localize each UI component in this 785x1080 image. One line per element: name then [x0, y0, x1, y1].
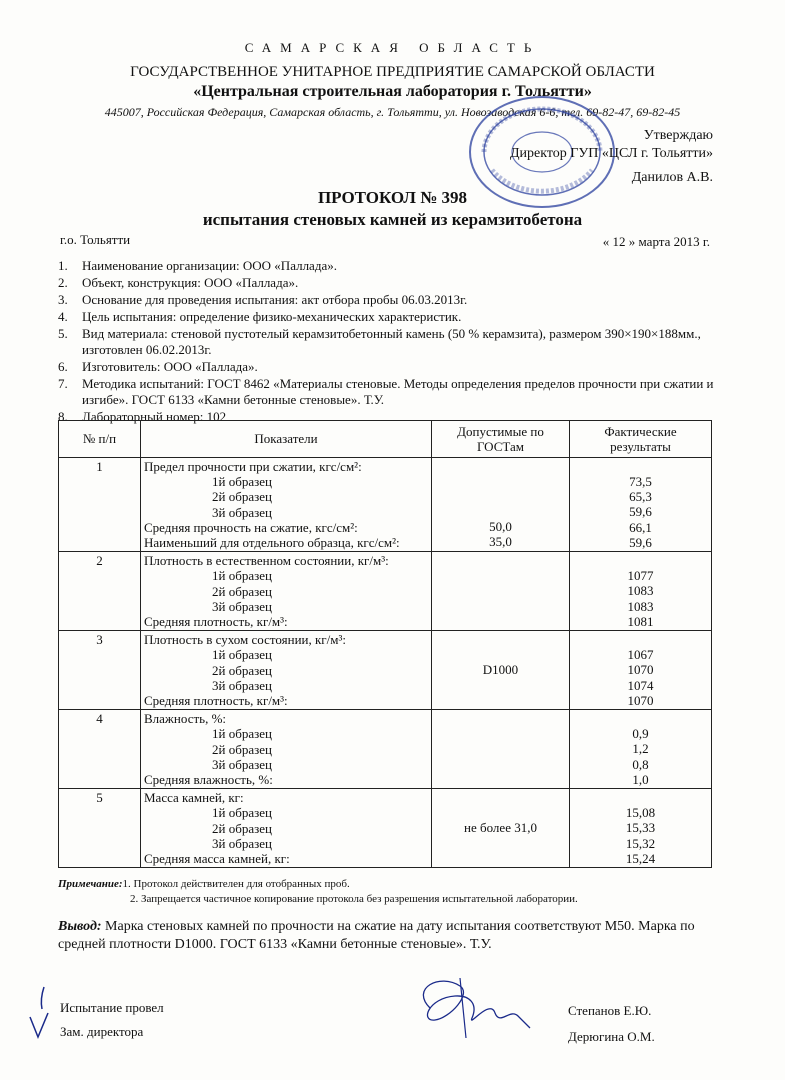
tested-by-label: Испытание провел — [60, 1000, 164, 1015]
result-value: 65,3 — [629, 489, 652, 505]
result-value: 73,5 — [629, 474, 652, 489]
indicator-cell — [141, 458, 432, 552]
organization-line-1: ГОСУДАРСТВЕННОЕ УНИТАРНОЕ ПРЕДПРИЯТИЕ САМАРСКОЙ ОБЛАСТИ — [130, 64, 655, 80]
allowed-average: 50,0 — [489, 519, 512, 534]
table-row — [59, 710, 712, 789]
conclusion — [58, 918, 728, 954]
note-line-2: 2. Запрещается частичное копирование протокола без разрешения испытательной лаборатории. — [130, 893, 578, 905]
item-text: Вид материала: стеновой пустотелый керамзитобетонный камень (50 % керамзита), размером 390×190×188мм., изготовлен 06.02.2013г. — [82, 326, 701, 357]
sample-label: 3й образец — [212, 677, 272, 693]
minimum-label: Наименьший для отдельного образца, кгс/см²: — [144, 535, 400, 551]
conclusion-label: Вывод: — [58, 919, 102, 934]
item-text: Изготовитель: ООО «Паллада». — [82, 359, 258, 374]
indicator-title: Плотность в естественном состоянии, кг/м³: — [144, 553, 389, 569]
average-label: Средняя масса камней, кг: — [144, 851, 290, 867]
result-average: 1070 — [627, 692, 654, 708]
list-item — [58, 359, 718, 375]
allowed-minimum: 35,0 — [489, 534, 512, 550]
protocol-items — [58, 258, 718, 426]
approve-label: Утверждаю — [643, 128, 713, 143]
indicator-title: Влажность, %: — [144, 711, 227, 727]
sample-label: 2й образец — [212, 489, 272, 505]
row-num: 5 — [59, 789, 141, 868]
approver-position: Директор ГУП «ЦСЛ г. Тольятти» — [509, 146, 713, 161]
sample-label: 2й образец — [212, 820, 272, 836]
deputy-label: Зам. директора — [60, 1024, 144, 1039]
allowed-cell — [432, 458, 570, 552]
allowed-cell — [432, 710, 570, 789]
item-number: 8. — [58, 409, 68, 424]
actual-cell — [570, 789, 712, 868]
result-value: 15,32 — [625, 835, 656, 851]
sample-label: 1й образец — [212, 568, 272, 584]
result-average: 1,0 — [632, 771, 649, 787]
header-allowed: Допустимые по ГОСТам — [432, 421, 570, 458]
list-item — [58, 326, 718, 358]
item-number: 6. — [58, 359, 68, 374]
indicator-cell — [141, 789, 432, 868]
sample-label: 1й образец — [212, 647, 272, 663]
results-table — [58, 420, 712, 868]
handwritten-signature — [400, 968, 540, 1043]
indicator-cell — [141, 552, 432, 631]
list-item — [58, 376, 718, 408]
sample-label: 1й образец — [212, 474, 272, 490]
result-minimum: 59,6 — [629, 534, 652, 550]
sample-label: 3й образец — [212, 504, 272, 520]
indicator-title: Масса камней, кг: — [144, 790, 244, 806]
sample-label: 1й образец — [212, 726, 272, 742]
average-label: Средняя плотность, кг/м³: — [144, 614, 288, 630]
note-label: Примечание: — [58, 878, 123, 890]
item-text: Объект, конструкция: ООО «Паллада». — [82, 275, 299, 290]
note-text: 1. Протокол действителен для отобранных проб. — [122, 878, 350, 890]
item-number: 2. — [58, 275, 68, 290]
protocol-title: ПРОТОКОЛ № 398 — [317, 188, 468, 207]
result-value: 1074 — [627, 677, 654, 693]
table-row — [59, 552, 712, 631]
item-number: 7. — [58, 376, 68, 391]
sample-label: 2й образец — [212, 662, 272, 678]
header-num: № п/п — [59, 421, 141, 458]
result-value: 59,6 — [629, 504, 652, 520]
allowed-cell — [432, 552, 570, 631]
row-num: 3 — [59, 631, 141, 710]
protocol-date: « 12 » марта 2013 г. — [602, 234, 710, 249]
indicator-title: Плотность в сухом состоянии, кг/м³: — [144, 632, 346, 648]
conclusion-text: Марка стеновых камней по прочности на сжатие на дату испытания соответствуют М50. Марка по средней плотности D1000. ГОСТ 6133 «Камни бетонные стеновые». Т.У. — [58, 919, 695, 952]
table-row — [59, 789, 712, 868]
result-average: 66,1 — [629, 519, 652, 535]
allowed-value: не более 31,0 — [464, 820, 537, 836]
note-line-1 — [58, 878, 350, 890]
item-number: 3. — [58, 292, 68, 307]
actual-cell — [570, 631, 712, 710]
actual-cell — [570, 552, 712, 631]
actual-cell — [570, 710, 712, 789]
item-text: Наименование организации: ООО «Паллада». — [82, 258, 337, 273]
item-number: 4. — [58, 309, 68, 324]
protocol-subtitle: испытания стеновых камней из керамзитобетона — [202, 210, 583, 229]
result-value: 1,2 — [632, 741, 649, 757]
list-item — [58, 309, 718, 325]
sample-label: 2й образец — [212, 741, 272, 757]
result-value: 1077 — [627, 568, 654, 584]
indicator-title: Предел прочности при сжатии, кгс/см²: — [144, 459, 362, 474]
item-text: Методика испытаний: ГОСТ 8462 «Материалы стеновые. Методы определения пределов прочности при сжатии и изгибе». ГОСТ 6133 «Камни бетонные стеновые». Т.У. — [82, 376, 714, 407]
table-header-row — [59, 421, 712, 458]
table-row — [59, 631, 712, 710]
indicator-cell — [141, 631, 432, 710]
result-average: 15,24 — [625, 850, 656, 866]
result-value: 1083 — [627, 598, 654, 614]
item-number: 5. — [58, 326, 68, 341]
sample-label: 3й образец — [212, 756, 272, 772]
item-text: Основание для проведения испытания: акт отбора пробы 06.03.2013г. — [82, 292, 468, 307]
list-item — [58, 258, 718, 274]
item-number: 1. — [58, 258, 68, 273]
allowed-value: D1000 — [482, 662, 519, 678]
list-item — [58, 275, 718, 291]
list-item — [58, 292, 718, 308]
sample-label: 2й образец — [212, 583, 272, 599]
tested-by-name: Степанов Е.Ю. — [568, 1003, 652, 1018]
result-value: 0,9 — [632, 726, 649, 742]
result-value: 15,08 — [625, 805, 656, 821]
result-value: 15,33 — [625, 820, 656, 836]
sample-label: 1й образец — [212, 805, 272, 821]
average-label: Средняя прочность на сжатие, кгс/см²: — [144, 519, 358, 535]
row-num: 4 — [59, 710, 141, 789]
approver-name: Данилов А.В. — [631, 170, 713, 185]
item-text: Цель испытания: определение физико-механических характеристик. — [82, 309, 462, 324]
check-mark-icon — [28, 985, 52, 1045]
sample-label: 3й образец — [212, 598, 272, 614]
allowed-cell — [432, 631, 570, 710]
row-num: 2 — [59, 552, 141, 631]
organization-address: 445007, Российская Федерация, Самарская область, г. Тольятти, ул. Новозаводская 6-6, тел. 69-82-47, 69-82-45 — [104, 105, 681, 119]
organization-line-2: «Центральная строительная лаборатория г. Тольятти» — [193, 83, 592, 100]
deputy-name: Дерюгина О.М. — [568, 1029, 655, 1044]
sample-label: 3й образец — [212, 835, 272, 851]
row-num: 1 — [59, 458, 141, 552]
header-actual: Фактические результаты — [570, 421, 712, 458]
indicator-cell — [141, 710, 432, 789]
table-row — [59, 458, 712, 552]
result-value: 1070 — [627, 662, 654, 678]
item-text: Лабораторный номер: 102 — [82, 409, 227, 424]
header-indicator: Показатели — [141, 421, 432, 458]
average-label: Средняя влажность, %: — [144, 772, 273, 788]
protocol-city: г.о. Тольятти — [60, 232, 131, 247]
result-value: 1067 — [627, 647, 654, 663]
actual-cell — [570, 458, 712, 552]
region-heading: САМАРСКАЯ ОБЛАСТЬ — [244, 40, 541, 55]
result-value: 0,8 — [632, 756, 649, 772]
average-label: Средняя плотность, кг/м³: — [144, 693, 288, 709]
result-average: 1081 — [627, 613, 654, 629]
result-value: 1083 — [627, 583, 654, 599]
allowed-cell — [432, 789, 570, 868]
